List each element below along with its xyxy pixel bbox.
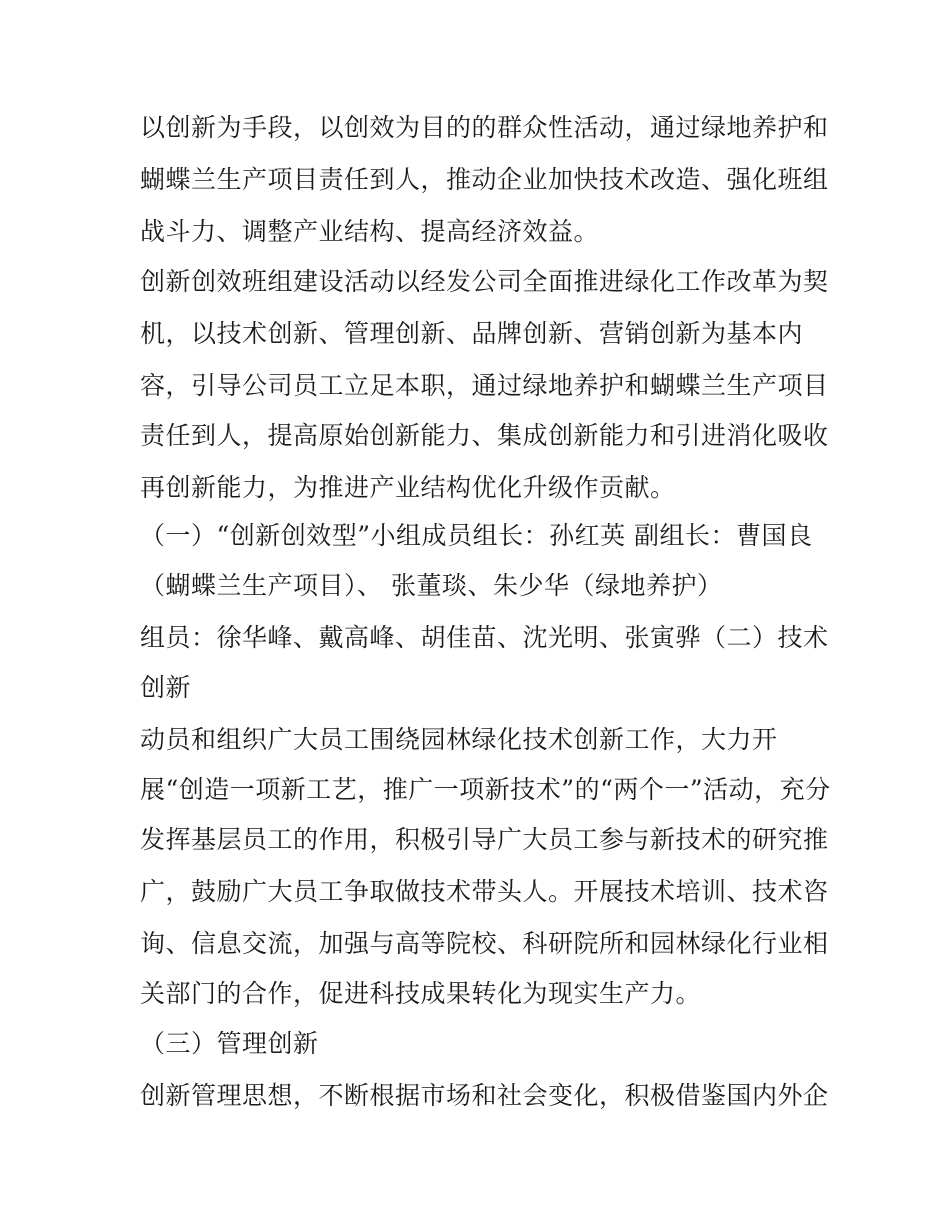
paragraph-start-line: 创新创效班组建设活动以经发公司全面推进绿化工作改革为契 (140, 267, 829, 296)
text-line: 广，鼓励广大员工争取做技术带头人。开展技术培训、技术咨 (140, 877, 829, 906)
text-line: 再创新能力，为推进产业结构优化升级作贡献。 (140, 473, 676, 502)
text-line: 战斗力、调整产业结构、提高经济效益。 (140, 217, 600, 246)
text-line: 以创新为手段，以创效为目的的群众性活动，通过绿地养护和 (140, 113, 829, 142)
section-heading-team: （一）“创新创效型”小组成员组长：孙红英 副组长：曹国良 (140, 521, 813, 550)
text-line: 展“创造一项新工艺，推广一项新技术”的“两个一”活动，充分 (140, 775, 831, 804)
text-line: 创新 (140, 673, 192, 702)
text-line: 机，以技术创新、管理创新、品牌创新、营销创新为基本内 (140, 319, 804, 348)
paragraph-start-line: 创新管理思想，不断根据市场和社会变化，积极借鉴国内外企 (140, 1081, 829, 1110)
text-line: 询、信息交流，加强与高等院校、科研院所和园林绿化行业相 (140, 929, 829, 958)
section-heading-management: （三）管理创新 (140, 1029, 319, 1058)
paragraph-start-line: 动员和组织广大员工围绕园林绿化技术创新工作，大力开 (140, 725, 778, 754)
text-line: 蝴蝶兰生产项目责任到人，推动企业加快技术改造、强化班组 (140, 165, 829, 194)
text-line: 发挥基层员工的作用，积极引导广大员工参与新技术的研究推 (140, 825, 829, 854)
text-line: （蝴蝶兰生产项目）、 张董琰、朱少华（绿地养护） (140, 571, 723, 600)
text-line: 关部门的合作，促进科技成果转化为现实生产力。 (140, 979, 702, 1008)
text-line: 组员：徐华峰、戴高峰、胡佳苗、沈光明、张寅骅（二）技术 (140, 623, 829, 652)
text-line: 责任到人，提高原始创新能力、集成创新能力和引进消化吸收 (140, 421, 829, 450)
text-line: 容，引导公司员工立足本职，通过绿地养护和蝴蝶兰生产项目 (140, 371, 829, 400)
